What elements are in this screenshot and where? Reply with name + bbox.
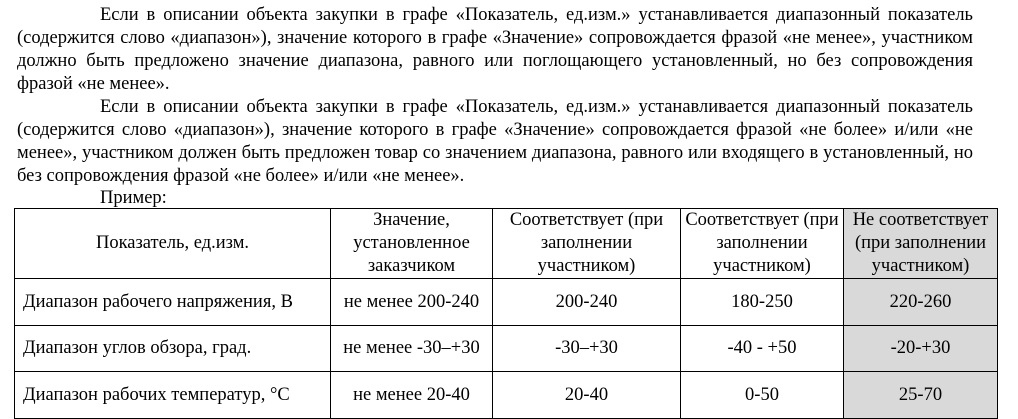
cell-customer-value: не менее 20-40 [331, 372, 493, 419]
cell-indicator: Диапазон углов обзора, град. [15, 326, 331, 372]
cell-matches-2: 180-250 [681, 279, 844, 326]
cell-matches-2: 0-50 [681, 372, 844, 419]
table-header-row [15, 209, 998, 279]
paragraph-1 [17, 4, 973, 96]
header-matches-1: Соответствует (при заполнении участником) [493, 209, 681, 279]
paragraph-2-text: Если в описании объекта закупки в графе «Показатель, ед.изм.» устанавливается диапазонный показатель (содержится слово «диапазон»), значение которого в графе «Значение» сопровождается фразой «не более» и/или «не менее», участником должен быть предложен товар со значением диапазона, равного или входящего в установленный, но без сопровождения фразой «не более» и/или «не менее». [17, 97, 973, 186]
cell-customer-value: не менее -30–+30 [331, 326, 493, 372]
cell-not-matches: 220-260 [844, 279, 998, 326]
cell-matches-1: 200-240 [493, 279, 681, 326]
paragraph-1-text: Если в описании объекта закупки в графе «Показатель, ед.изм.» устанавливается диапазонный показатель (содержится слово «диапазон»), значение которого в графе «Значение» сопровождается фразой «не менее», участником должно быть предложено значение диапазона, равного или поглощающего установленный, но без сопровождения фразой «не менее». [17, 5, 973, 94]
example-table [14, 208, 998, 419]
cell-indicator: Диапазон рабочих температур, °С [15, 372, 331, 419]
cell-customer-value: не менее 200-240 [331, 279, 493, 326]
cell-not-matches: -20-+30 [844, 326, 998, 372]
example-label: Пример: [100, 188, 167, 208]
header-not-matches: Не соответствует (при заполнении участником) [844, 209, 998, 279]
table-row [15, 279, 998, 326]
cell-matches-2: -40 - +50 [681, 326, 844, 372]
table-row [15, 372, 998, 419]
table-row [15, 326, 998, 372]
cell-matches-1: 20-40 [493, 372, 681, 419]
header-customer-value: Значение, установленное заказчиком [331, 209, 493, 279]
header-indicator: Показатель, ед.изм. [15, 209, 331, 279]
paragraph-2 [17, 96, 973, 188]
cell-not-matches: 25-70 [844, 372, 998, 419]
header-matches-2: Соответствует (при заполнении участником) [681, 209, 844, 279]
cell-indicator: Диапазон рабочего напряжения, В [15, 279, 331, 326]
cell-matches-1: -30–+30 [493, 326, 681, 372]
